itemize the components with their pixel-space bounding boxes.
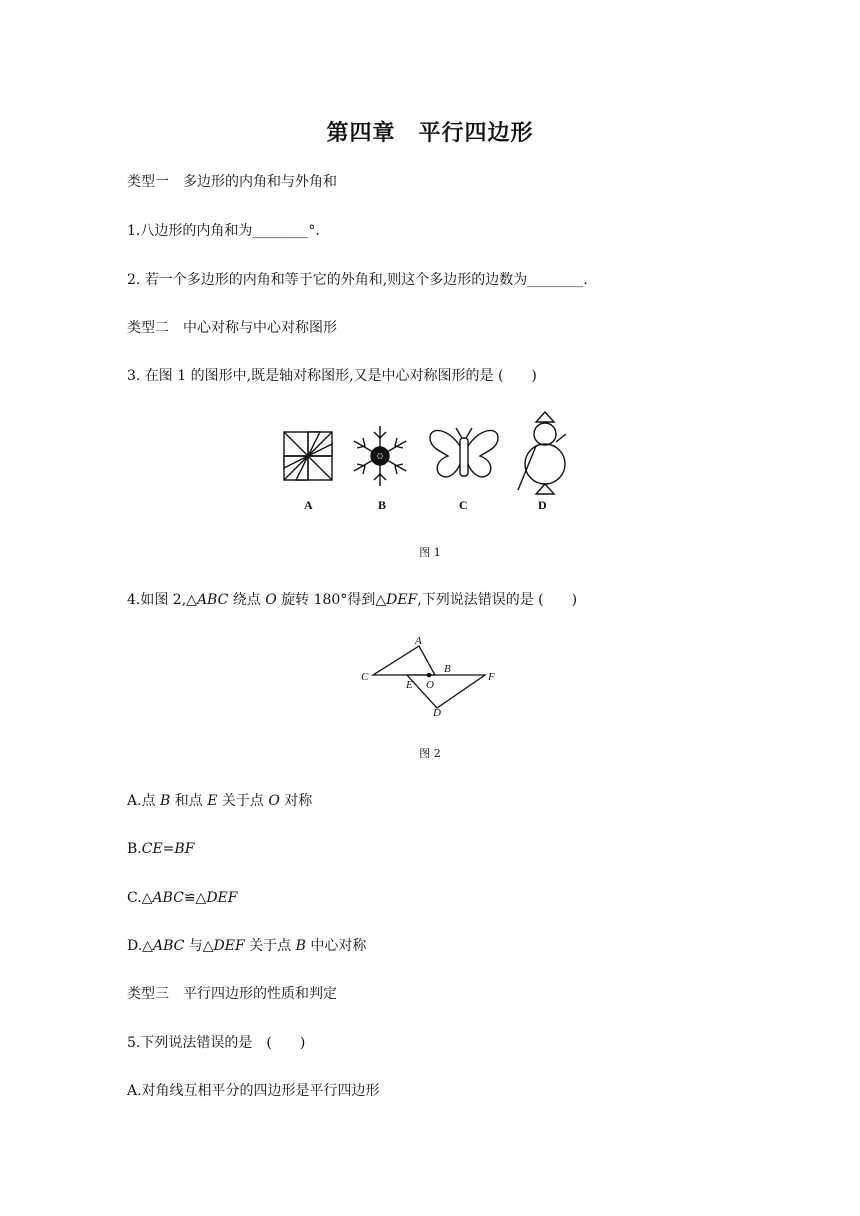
figure-1-label-b: B	[378, 498, 387, 512]
section-heading-2: 类型二 中心对称与中心对称图形	[127, 320, 337, 336]
point-e: E	[406, 679, 413, 691]
point-c: C	[361, 671, 369, 683]
figure-2	[355, 630, 505, 722]
pinwheel-figure	[284, 432, 332, 480]
butterfly-figure	[430, 428, 498, 477]
snowflake-figure	[354, 426, 406, 486]
point-o: O	[426, 679, 434, 691]
question-2: 2. 若一个多边形的内角和等于它的外角和,则这个多边形的边数为________.	[127, 272, 588, 288]
figure-2-caption: 图 2	[419, 747, 441, 760]
figure-1-label-a: A	[304, 498, 313, 512]
question-1: 1.八边形的内角和为________°.	[127, 223, 320, 239]
point-f: F	[488, 671, 495, 683]
figure-1-label-c: C	[459, 498, 468, 512]
snowman-figure	[518, 412, 566, 494]
question-5-option-a: A.对角线互相平分的四边形是平行四边形	[127, 1083, 380, 1099]
option-d: D.△ABC 与△DEF 关于点 B 中心对称	[127, 938, 367, 954]
point-a: A	[415, 635, 422, 647]
option-c: C.△ABC≌△DEF	[127, 890, 238, 906]
point-b: B	[444, 663, 451, 675]
figure-1-caption: 图 1	[419, 546, 441, 559]
option-a: A.点 B 和点 E 关于点 O 对称	[127, 793, 313, 809]
section-heading-3: 类型三 平行四边形的性质和判定	[127, 986, 337, 1002]
section-heading-1: 类型一 多边形的内角和与外角和	[127, 174, 337, 190]
point-d: D	[433, 707, 441, 719]
question-3: 3. 在图 1 的图形中,既是轴对称图形,又是中心对称图形的是 ( )	[127, 368, 537, 384]
question-5: 5.下列说法错误的是 ( )	[127, 1035, 306, 1051]
option-b: B.CE=BF	[127, 841, 195, 857]
figure-1	[270, 408, 590, 498]
page-title: 第四章 平行四边形	[326, 121, 534, 146]
figure-1-label-d: D	[538, 498, 547, 512]
question-4: 4.如图 2,△ABC 绕点 O 旋转 180°得到△DEF,下列说法错误的是 ( )	[127, 592, 578, 608]
